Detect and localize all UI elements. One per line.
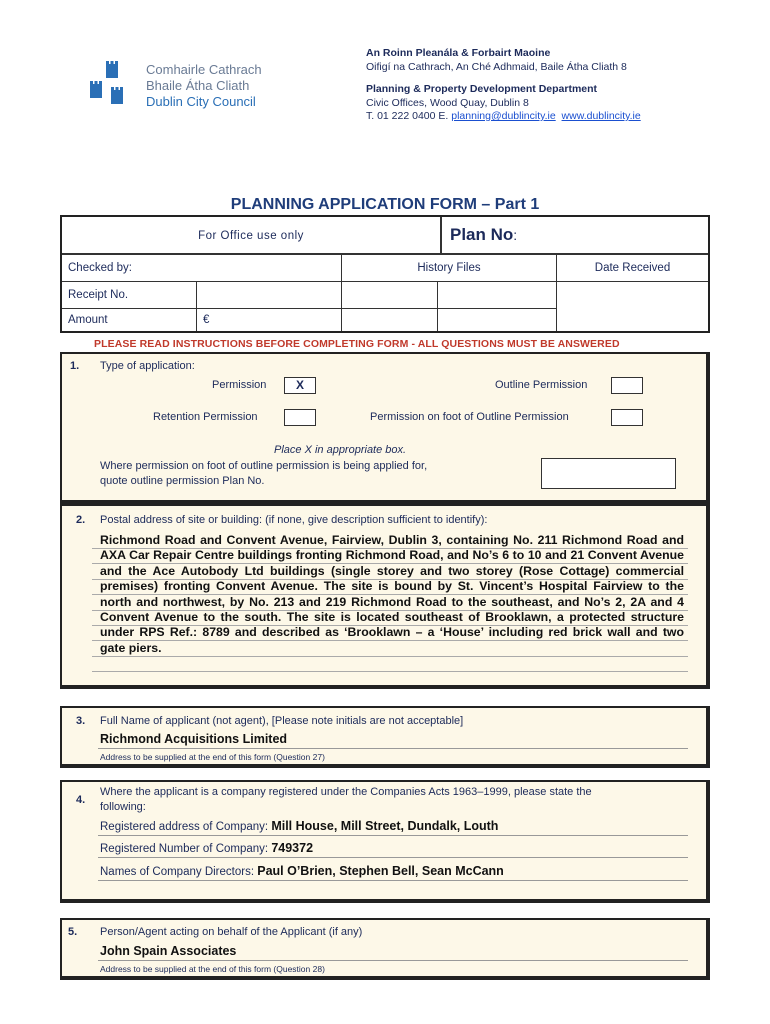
date-received-heading: Date Received — [557, 255, 708, 282]
amount-label: Amount — [62, 309, 197, 331]
instructions-banner: PLEASE READ INSTRUCTIONS BEFORE COMPLETING FORM - ALL QUESTIONS MUST BE ANSWERED — [94, 338, 620, 350]
directors-value: Paul O’Brien, Stephen Bell, Sean McCann — [257, 864, 504, 878]
directors-row[interactable] — [100, 864, 504, 878]
question-3-section — [60, 706, 710, 768]
q5-label: Person/Agent acting on behalf of the Applicant (if any) — [100, 926, 363, 938]
permission-checkbox[interactable]: X — [284, 377, 316, 394]
logo-line-irish-2: Bhaile Átha Cliath — [146, 78, 250, 93]
applicant-name-rule — [98, 748, 688, 749]
department-header — [366, 47, 641, 124]
q3-number: 3. — [76, 715, 86, 727]
retention-permission-checkbox[interactable] — [284, 409, 316, 426]
q2-label: Postal address of site or building: (if none, give description sufficient to identify): — [100, 514, 488, 526]
history-files-field-2[interactable] — [438, 282, 557, 309]
plan-no-cell[interactable] — [442, 217, 708, 255]
question-5-section — [60, 918, 710, 980]
contact-line — [366, 110, 641, 124]
amount-field[interactable]: € — [197, 309, 342, 331]
question-4-section — [60, 780, 710, 903]
plan-no-label: Plan No — [450, 225, 514, 244]
place-x-note: Place X in appropriate box. — [274, 444, 407, 456]
address-rule-5 — [92, 610, 688, 611]
q3-address-note: Address to be supplied at the end of this form (Question 27) — [100, 752, 325, 762]
retention-permission-label: Retention Permission — [153, 411, 258, 423]
q5-number: 5. — [68, 926, 78, 938]
q4-label-line-1: Where the applicant is a company registered under the Companies Acts 1963–1999, please state the — [100, 786, 592, 798]
applicant-name-value[interactable]: Richmond Acquisitions Limited — [100, 732, 288, 746]
registered-number-label: Registered Number of Company: — [100, 843, 269, 855]
address-rule-1 — [92, 548, 688, 549]
plan-no-colon: : — [513, 227, 518, 243]
address-rule-4 — [92, 594, 688, 595]
q1-number: 1. — [70, 360, 80, 372]
logo-line-irish-1: Comhairle Cathrach — [146, 62, 262, 77]
outline-permission-label: Outline Permission — [495, 379, 588, 391]
q1-label: Type of application: — [100, 360, 195, 372]
checked-by-cell[interactable]: Checked by: — [62, 255, 342, 282]
question-1-section — [60, 352, 710, 504]
question-2-section — [60, 504, 710, 689]
foot-outline-permission-label: Permission on foot of Outline Permission — [370, 411, 569, 423]
website-link[interactable]: www.dublincity.ie — [561, 110, 641, 122]
site-address-value[interactable]: Richmond Road and Convent Avenue, Fairview, Dublin 3, containing No. 211 Richmond Road and AXA Car Repair Centre buildings fronting Richmond Road, and No’s 6 to 10 and 21 Convent Avenue and the Ace Autobody Ltd buildings (single storey and two storey (Rose Cottage) commercial premises) fronting Convent Avenue. The site is bound by St. Vincent’s Hospital Fairview to the north and northwest, by No. 213 and 219 Richmond Road to the southeast, and No’s 2, 2A and 4 Convent Avenue to the south. The site is located southeast of Brooklawn, a protected structure under RPS Ref.: 8789 and described as ‘Brooklawn – a ‘House’ including red brick wall and two gate piers. — [100, 533, 684, 655]
history-files-field-3[interactable] — [342, 309, 438, 331]
q5-address-note: Address to be supplied at the end of this form (Question 28) — [100, 964, 325, 974]
receipt-no-field[interactable] — [197, 282, 342, 309]
office-use-heading: For Office use only — [62, 217, 442, 255]
registered-address-label: Registered address of Company: — [100, 821, 269, 833]
address-rule-7 — [92, 640, 688, 641]
address-rule-9 — [92, 671, 688, 672]
registered-number-rule — [98, 857, 688, 858]
dept1-address: Oifigí na Cathrach, An Ché Adhmaid, Baile Átha Cliath 8 — [366, 60, 627, 73]
receipt-no-label: Receipt No. — [62, 282, 197, 309]
date-received-field[interactable] — [557, 282, 708, 331]
foot-outline-permission-checkbox[interactable] — [611, 409, 643, 426]
history-files-field-4[interactable] — [438, 309, 557, 331]
q4-label-line-2: following: — [100, 801, 146, 813]
registered-address-rule — [98, 835, 688, 836]
logo-line-english: Dublin City Council — [146, 94, 256, 109]
q4-number: 4. — [76, 794, 86, 806]
q3-label: Full Name of applicant (not agent), [Please note initials are not acceptable] — [100, 715, 464, 727]
dept2-address: Civic Offices, Wood Quay, Dublin 8 — [366, 96, 529, 109]
agent-name-value[interactable]: John Spain Associates — [100, 944, 237, 958]
outline-permission-checkbox[interactable] — [611, 377, 643, 394]
email-link[interactable]: planning@dublincity.ie — [451, 110, 556, 122]
agent-name-rule — [98, 960, 688, 961]
dept2-name: Planning & Property Development Department — [366, 83, 598, 95]
directors-rule — [98, 880, 688, 881]
address-rule-6 — [92, 625, 688, 626]
history-files-heading: History Files — [342, 255, 557, 282]
council-logo-text — [146, 62, 262, 110]
permission-label: Permission — [212, 379, 267, 391]
registered-number-row[interactable] — [100, 841, 313, 855]
dept1-name: An Roinn Pleanála & Forbairt Maoine — [366, 47, 551, 59]
address-rule-2 — [92, 563, 688, 564]
registered-address-value: Mill House, Mill Street, Dundalk, Louth — [271, 819, 499, 833]
q2-number: 2. — [76, 514, 86, 526]
outline-note-line-2: quote outline permission Plan No. — [100, 475, 265, 487]
outline-note-line-1: Where permission on foot of outline permission is being applied for, — [100, 460, 428, 472]
address-rule-3 — [92, 579, 688, 580]
registered-address-row[interactable] — [100, 819, 498, 833]
outline-plan-no-field[interactable] — [541, 458, 676, 489]
form-title: PLANNING APPLICATION FORM – Part 1 — [230, 196, 540, 213]
registered-number-value: 749372 — [271, 841, 314, 855]
directors-label: Names of Company Directors: — [100, 866, 255, 878]
history-files-field-1[interactable] — [342, 282, 438, 309]
office-use-table — [60, 215, 710, 333]
contact-prefix: T. 01 222 0400 E. — [366, 110, 449, 122]
address-rule-8 — [92, 656, 688, 657]
